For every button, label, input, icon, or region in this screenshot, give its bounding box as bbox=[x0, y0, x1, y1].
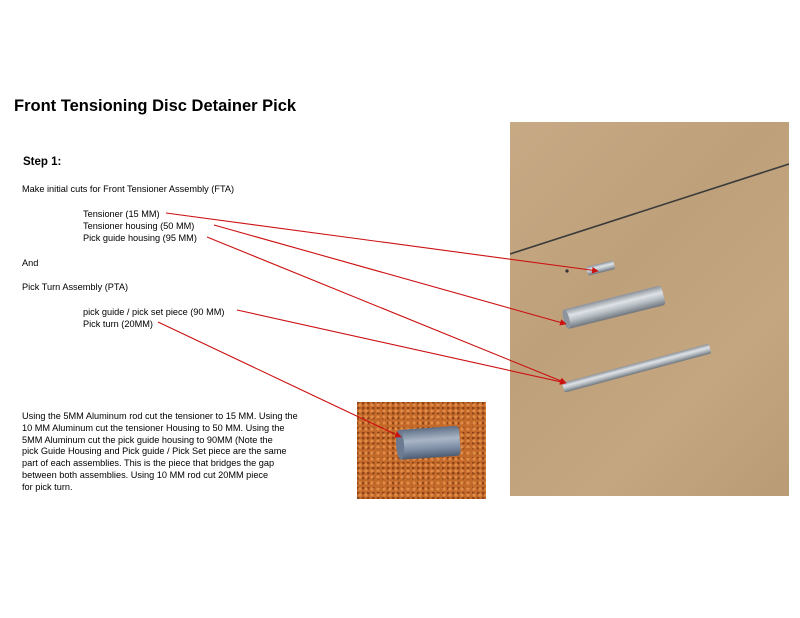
paragraph-line: 10 MM Aluminum cut the tensioner Housing to 50 MM. Using the bbox=[22, 422, 285, 433]
paragraph-line: Using the 5MM Aluminum rod cut the tensioner to 15 MM. Using the bbox=[22, 411, 298, 421]
cut-pieces-photo bbox=[510, 122, 789, 496]
pta-label: Pick Turn Assembly (PTA) bbox=[22, 282, 129, 292]
tensioner-housing-piece bbox=[561, 285, 666, 329]
fta-item-pick-guide-housing: Pick guide housing (95 MM) bbox=[83, 233, 197, 243]
paragraph-line: between both assemblies. Using 10 MM rod cut 20MM piece bbox=[22, 469, 269, 480]
pta-item-pick-turn: Pick turn (20MM) bbox=[83, 319, 153, 329]
tensioner-piece bbox=[586, 260, 615, 276]
paragraph-line: pick Guide Housing and Pick guide / Pick Set piece are the same bbox=[22, 446, 287, 457]
step-heading: Step 1: bbox=[23, 156, 62, 168]
pick-turn-photo bbox=[357, 402, 486, 499]
paragraph-line: for pick turn. bbox=[22, 481, 73, 492]
pick-guide-housing-piece bbox=[562, 344, 711, 393]
fta-item-tensioner-housing: Tensioner housing (50 MM) bbox=[83, 221, 195, 231]
and-label: And bbox=[22, 258, 39, 268]
pta-item-pick-guide: pick guide / pick set piece (90 MM) bbox=[83, 307, 225, 317]
paragraph-line: part of each assemblies. This is the piece that bridges the gap bbox=[22, 458, 275, 469]
instructions-paragraph bbox=[22, 411, 298, 494]
pick-turn-piece bbox=[395, 426, 461, 460]
wire-rod bbox=[510, 164, 789, 254]
intro-text: Make initial cuts for Front Tensioner Assembly (FTA) bbox=[22, 184, 235, 194]
paragraph-line: 5MM Aluminum cut the pick guide housing to 90MM (Note the bbox=[22, 434, 273, 445]
page-title: Front Tensioning Disc Detainer Pick bbox=[14, 97, 297, 115]
fta-item-tensioner: Tensioner (15 MM) bbox=[83, 209, 160, 219]
